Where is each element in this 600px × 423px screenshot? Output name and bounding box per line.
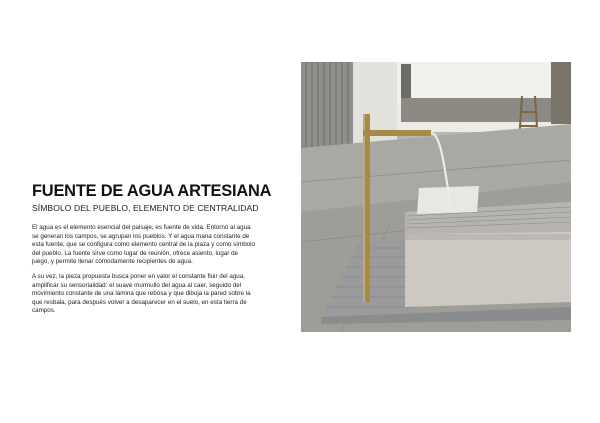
wooden-door <box>551 62 571 124</box>
stone-wall <box>401 98 551 122</box>
article-subtitle: SÍMBOLO DEL PUEBLO, ELEMENTO DE CENTRALIDAD <box>32 203 259 213</box>
door <box>401 64 411 98</box>
paragraph-1: El agua es el elemento esencial del paisaje, es fuente de vida. Entorno al agua se generan los campos, se agrupan los pueblos. Y el agua mana constante de esta fuente, que se configura como elemento central de la plaza y como símbolo del pueblo. La fuente sirve como lugar de reunión, ofrece asiento, lugar de juego, y permite llenar cómodamente recipientes de agua. <box>32 224 256 266</box>
fountain-photo <box>301 62 571 332</box>
brass-pipe-highlight <box>363 114 365 302</box>
fountain-illustration <box>301 62 571 332</box>
metal-shed <box>301 62 353 148</box>
brass-spout <box>363 130 431 136</box>
paragraph-2: A su vez, la pieza propuesta busca poner en valor el constante fluir del agua, amplificar su sensorialidad: el suave murmullo del agua al caer, seguido del movimiento constante de una lámina que rebosa y que dibuja la pared sobre la que resbala, para después volver a desaparecer en el suelo, en esta tierra de campos. <box>32 272 251 315</box>
basin-edge <box>405 234 571 240</box>
back-house <box>397 62 571 102</box>
article-title: FUENTE DE AGUA ARTESIANA <box>32 182 272 200</box>
text-column <box>32 182 272 322</box>
